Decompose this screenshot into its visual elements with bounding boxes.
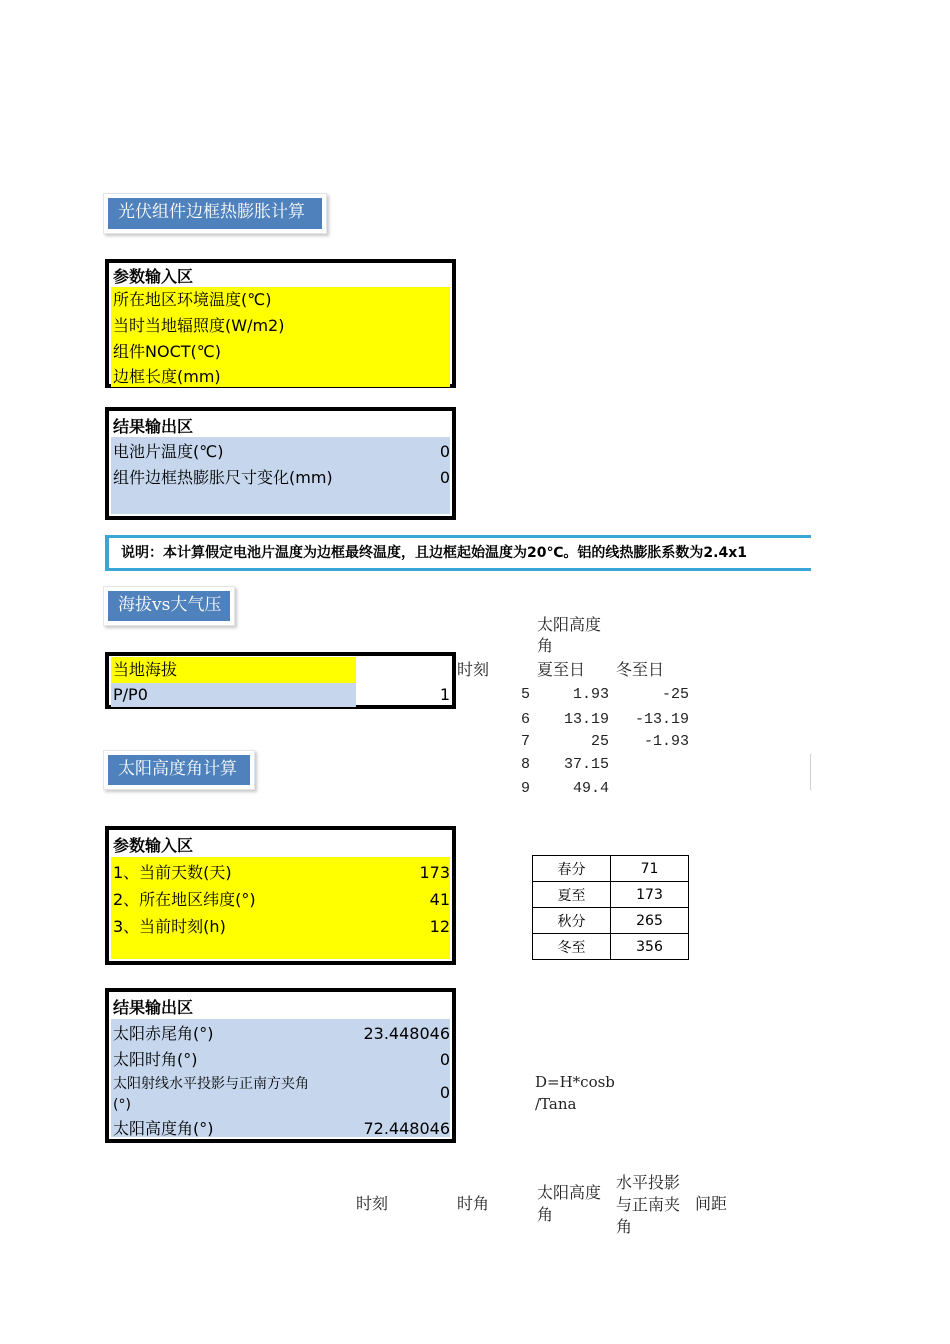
bottom-col-projection-3: 角	[616, 1217, 633, 1236]
altitude-panel	[105, 652, 456, 709]
solar-table-col-summer: 夏至日	[537, 660, 586, 679]
solar-row-summer: 13.19	[563, 711, 609, 728]
season-name: 春分	[533, 856, 611, 882]
altitude-header[interactable]	[103, 586, 235, 626]
solar-row-winter: -13.19	[634, 711, 689, 728]
input-time[interactable]: 3、当前时刻(h) 12	[113, 917, 450, 936]
solar-row-summer: 37.15	[563, 756, 609, 773]
output-cell-temp: 电池片温度(℃) 0	[113, 442, 450, 461]
bottom-col-hour-angle: 时角	[457, 1194, 490, 1213]
season-name: 冬至	[533, 934, 611, 960]
solar-table-col-winter: 冬至日	[616, 660, 665, 679]
season-name: 秋分	[533, 908, 611, 934]
input-noct[interactable]: 组件NOCT(℃)	[111, 339, 450, 365]
solar-row-time: 7	[520, 733, 530, 750]
solar-output-panel	[105, 988, 456, 1143]
bottom-col-altitude-1: 太阳高度	[537, 1183, 602, 1202]
bottom-col-altitude-2: 角	[537, 1205, 554, 1224]
input-latitude[interactable]: 2、所在地区纬度(°) 41	[113, 890, 450, 909]
solar-header-label: 太阳高度角计算	[108, 755, 250, 785]
note-banner: 说明：本计算假定电池片温度为边框最终温度，且边框起始温度为20℃。铝的线热膨胀系数为2.4x1	[105, 535, 811, 571]
bottom-col-spacing: 间距	[695, 1194, 728, 1213]
bottom-col-time: 时刻	[356, 1194, 389, 1213]
solar-output-title: 结果输出区	[113, 998, 194, 1017]
solar-header[interactable]	[103, 750, 255, 790]
solar-input-title: 参数输入区	[113, 836, 194, 855]
thermal-output-panel	[105, 407, 456, 520]
output-solar-altitude: 太阳高度角(°) 72.448046	[113, 1119, 450, 1138]
solar-row-time: 9	[520, 780, 530, 797]
input-day-number[interactable]: 1、当前天数(天) 173	[113, 863, 450, 882]
input-irradiance[interactable]: 当时当地辐照度(W/m2)	[111, 313, 450, 339]
output-frame-expansion: 组件边框热膨胀尺寸变化(mm) 0	[113, 468, 450, 487]
solar-input-panel	[105, 826, 456, 965]
input-elevation[interactable]: 当地海拔	[111, 657, 450, 683]
solar-table-col-time: 时刻	[457, 660, 490, 679]
solar-table-title-2: 角	[537, 636, 554, 655]
thermal-output-title: 结果输出区	[113, 417, 194, 436]
solar-row-summer: 1.93	[572, 686, 609, 703]
season-row	[533, 934, 689, 960]
solar-table-title-1: 太阳高度	[537, 615, 602, 634]
solar-row-winter: -1.93	[643, 733, 689, 750]
thermal-input-title: 参数输入区	[113, 267, 194, 286]
chart-edge-line	[810, 754, 811, 790]
season-day: 265	[611, 908, 689, 934]
season-row	[533, 882, 689, 908]
solar-row-summer: 25	[590, 733, 609, 750]
formula-line-1: D=H*cosb	[535, 1073, 615, 1091]
output-azimuth: 太阳射线水平投影与正南方夹角 (°) 0	[113, 1076, 450, 1113]
formula-line-2: /Tana	[535, 1095, 577, 1113]
solar-row-time: 8	[520, 756, 530, 773]
season-day: 356	[611, 934, 689, 960]
altitude-header-label: 海拔vs大气压	[108, 591, 230, 621]
solar-row-time: 5	[520, 686, 530, 703]
season-name: 夏至	[533, 882, 611, 908]
seasons-table	[532, 855, 689, 960]
solar-row-time: 6	[520, 711, 530, 728]
thermal-header-label: 光伏组件边框热膨胀计算	[108, 198, 322, 229]
thermal-header[interactable]	[103, 193, 327, 234]
bottom-col-projection-1: 水平投影	[616, 1173, 681, 1192]
thermal-input-panel	[105, 259, 456, 388]
solar-row-summer: 49.4	[572, 780, 609, 797]
season-day: 71	[611, 856, 689, 882]
input-ambient-temp[interactable]: 所在地区环境温度(℃)	[111, 287, 450, 313]
bottom-col-projection-2: 与正南夹	[616, 1195, 681, 1214]
season-day: 173	[611, 882, 689, 908]
season-row	[533, 856, 689, 882]
pressure-ratio: P/P0 1	[111, 683, 450, 707]
output-hour-angle: 太阳时角(°) 0	[113, 1050, 450, 1069]
solar-row-winter: -25	[661, 686, 689, 703]
input-frame-length[interactable]: 边框长度(mm)	[111, 365, 450, 387]
output-declination: 太阳赤尾角(°) 23.448046	[113, 1024, 450, 1043]
season-row	[533, 908, 689, 934]
